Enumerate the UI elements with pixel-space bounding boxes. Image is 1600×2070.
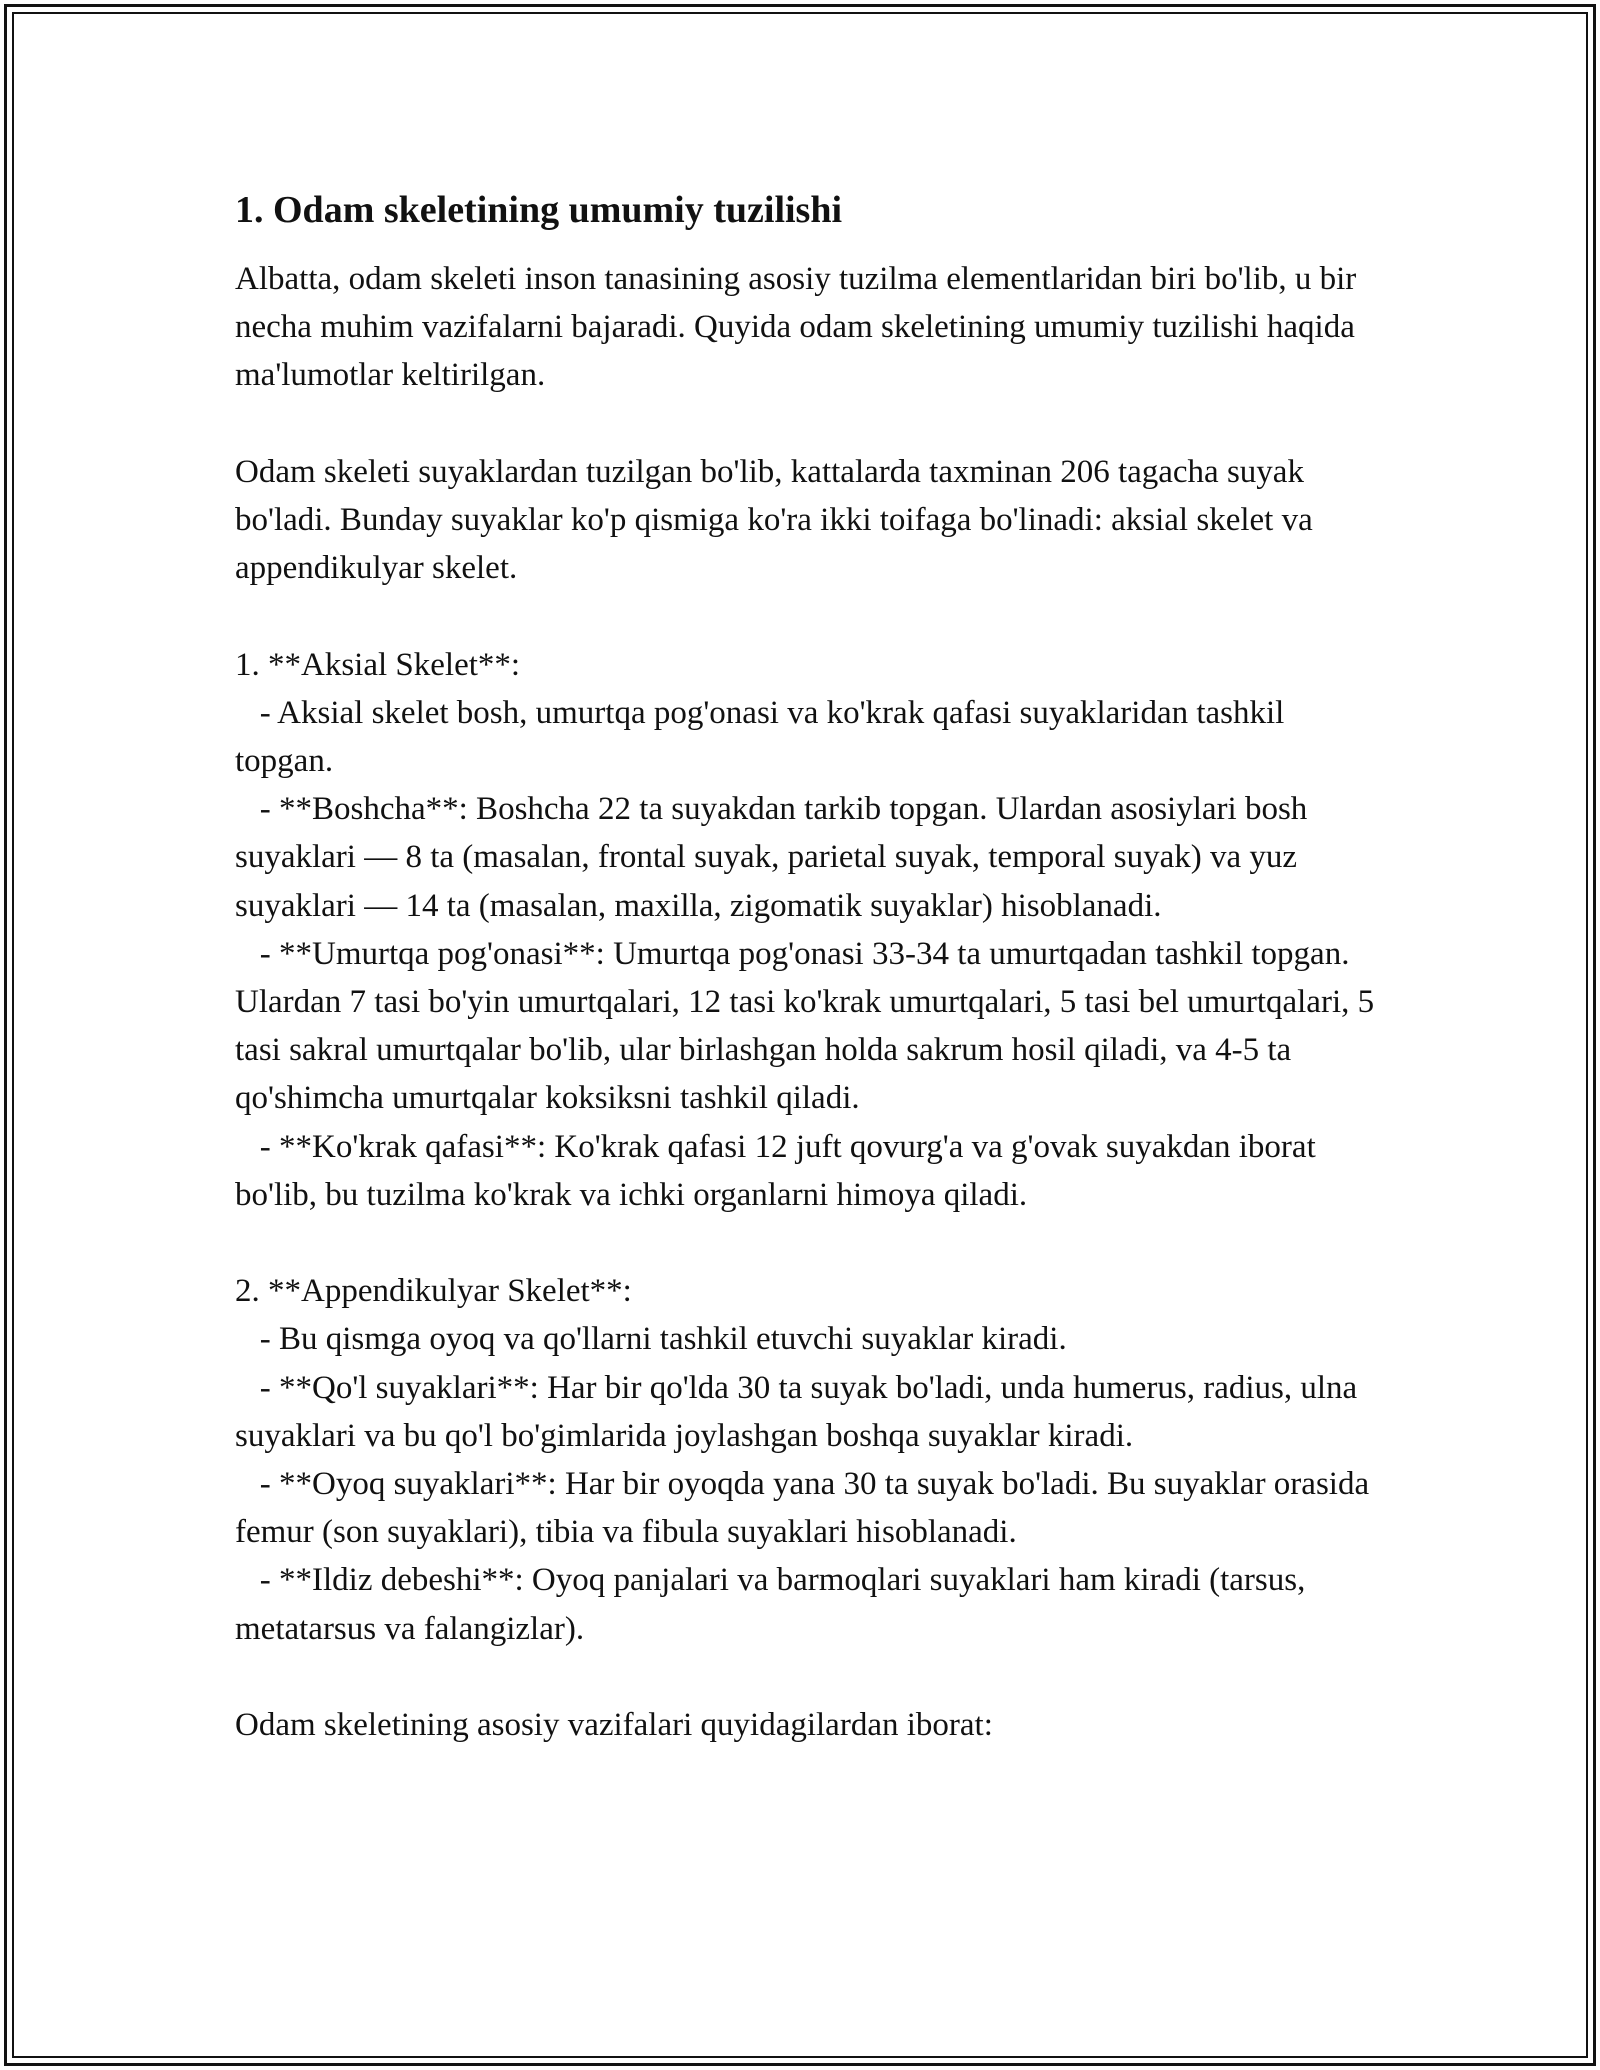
paragraph-spacer [235,1219,1385,1267]
paragraph-spacer [235,400,1385,448]
document-body [235,185,1385,1749]
section-heading: 1. Odam skeletining umumiy tuzilishi [235,189,843,231]
paragraph-intro: Albatta, odam skeleti inson tanasining asosiy tuzilma elementlaridan biri bo'lib, u bir necha muhim vazifalarni bajaradi. Quyida odam skeletining umumiy tuzilishi haqida ma'lumotlar keltirilgan. [235,261,1365,394]
paragraph-spacer [235,1653,1385,1701]
paragraph-bone-count: Odam skeleti suyaklardan tuzilgan bo'lib, kattalarda taxminan 206 tagacha suyak bo'ladi. Bunday suyaklar ko'p qismiga ko'ra ikki toifaga bo'linadi: aksial skelet va appendikulyar skelet. [235,453,1321,587]
paragraph-axial-skeleton: 1. **Aksial Skelet**: - Aksial skelet bosh, umurtqa pog'onasi va ko'krak qafasi suyaklaridan tashkil topgan. - **Boshcha**: Boshcha 22 ta suyakdan tarkib topgan. Ulardan asosiylari bosh suyaklari — 8 ta (masalan, frontal suyak, parietal suyak, temporal suyak) va yuz suyaklari — 14 ta (masalan, maxilla, zigomatik suyaklar) hisoblanadi. - **Umurtqa pog'onasi**: Umurtqa pog'onasi 33-34 ta umurtqadan tashkil topgan. Ulardan 7 tasi bo'yin umurtqalari, 12 tasi ko'krak umurtqalari, 5 tasi bel umurtqalari, 5 tasi sakral umurtqalar bo'lib, ular birlashgan holda sakrum hosil qiladi, va 4-5 ta qo'shimcha umurtqalar koksiksni tashkil qiladi. - **Ko'krak qafasi**: Ko'krak qafasi 12 juft qovurg'a va g'ovak suyakdan iborat bo'lib, bu tuzilma ko'krak va ichki organlarni himoya qiladi. [235,646,1375,1213]
paragraph-appendicular-skeleton: 2. **Appendikulyar Skelet**: - Bu qismga oyoq va qo'llarni tashkil etuvchi suyaklar kiradi. - **Qo'l suyaklari**: Har bir qo'lda 30 ta suyak bo'ladi, unda humerus, radius, ulna suyaklari va bu qo'l bo'gimlarida joylashgan boshqa suyaklar kiradi. - **Oyoq suyaklari**: Har bir oyoqda yana 30 ta suyak bo'ladi. Bu suyaklar orasida femur (son suyaklari), tibia va fibula suyaklari hisoblanadi. - **Ildiz debeshi**: Oyoq panjalari va barmoqlari suyaklari ham kiradi (tarsus, metatarsus va falangizlar). [235,1273,1370,1647]
paragraph-spacer [235,592,1385,640]
paragraph-functions-intro: Odam skeletining asosiy vazifalari quyidagilardan iborat: [235,1707,993,1744]
